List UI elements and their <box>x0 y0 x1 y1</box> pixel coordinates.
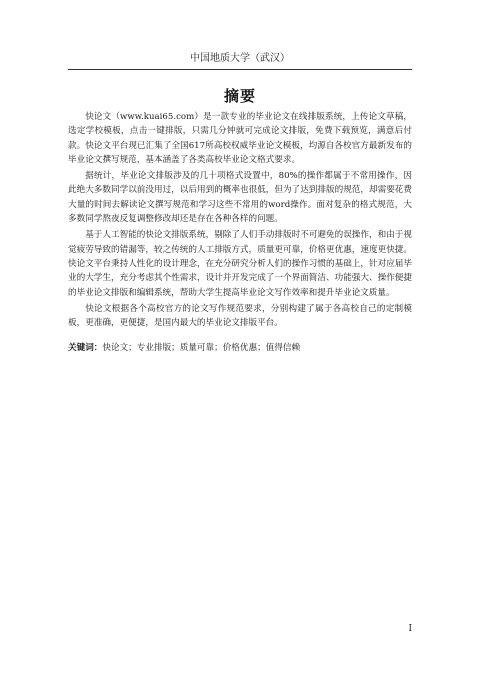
abstract-title: 摘要 <box>223 87 256 105</box>
abstract-paragraph: 据统计，毕业论文排版涉及的几十项格式设置中，80%的操作都属于不常用操作，因此绝大多数同学以前没用过，以后用到的概率也很低，但为了达到排版的规范，却需要花费大量的时间去解读论文撰写规范和学习这些不常用的word操作。面对复杂的格式规范，大多数同学熬夜反复调整修改却还是存在各种各样的问题。 <box>68 171 412 225</box>
abstract-paragraph: 基于人工智能的快论文排版系统，剔除了人们手动排版时不可避免的误操作，和由于视觉疲劳导致的错漏等，较之传统的人工排版方式，质量更可靠，价格更优惠，速度更快捷。快论文平台秉持人性化的设计理念，在充分研究分析人们的操作习惯的基础上，针对应届毕业的大学生，充分考虑其个性需求，设计并开发完成了一个界面简洁、功能强大、操作便捷的毕业论文排版和编辑系统，帮助大学生提高毕业论文写作效率和提升毕业论文质量。 <box>68 230 412 298</box>
keywords-line <box>68 341 412 355</box>
abstract-paragraph: 快论文根据各个高校官方的论文写作规范要求，分别构建了属于各高校自己的定制模板，更准确，更便捷，是国内最大的毕业论文排版平台。 <box>68 303 412 329</box>
abstract-body <box>68 110 412 356</box>
keywords-text: 快论文；专业排版；质量可靠；价格优惠；值得信赖 <box>102 343 301 354</box>
running-header: 中国地质大学（武汉） <box>190 53 290 64</box>
page-number: I <box>408 624 412 634</box>
header-rule <box>68 69 412 70</box>
abstract-paragraph: 快论文（www.kuai65.com）是一款专业的毕业论文在线排版系统，上传论文草稿，选定学校模板，点击一键排版，只需几分钟就可完成论文排版，免费下载预览，满意后付款。快论文平台现已汇集了全国617所高校权威毕业论文模板，均源自各校官方最新发布的毕业论文撰写规范，基本涵盖了各类高校毕业论文格式要求。 <box>68 112 412 165</box>
keywords-label: 关键词： <box>68 343 103 354</box>
